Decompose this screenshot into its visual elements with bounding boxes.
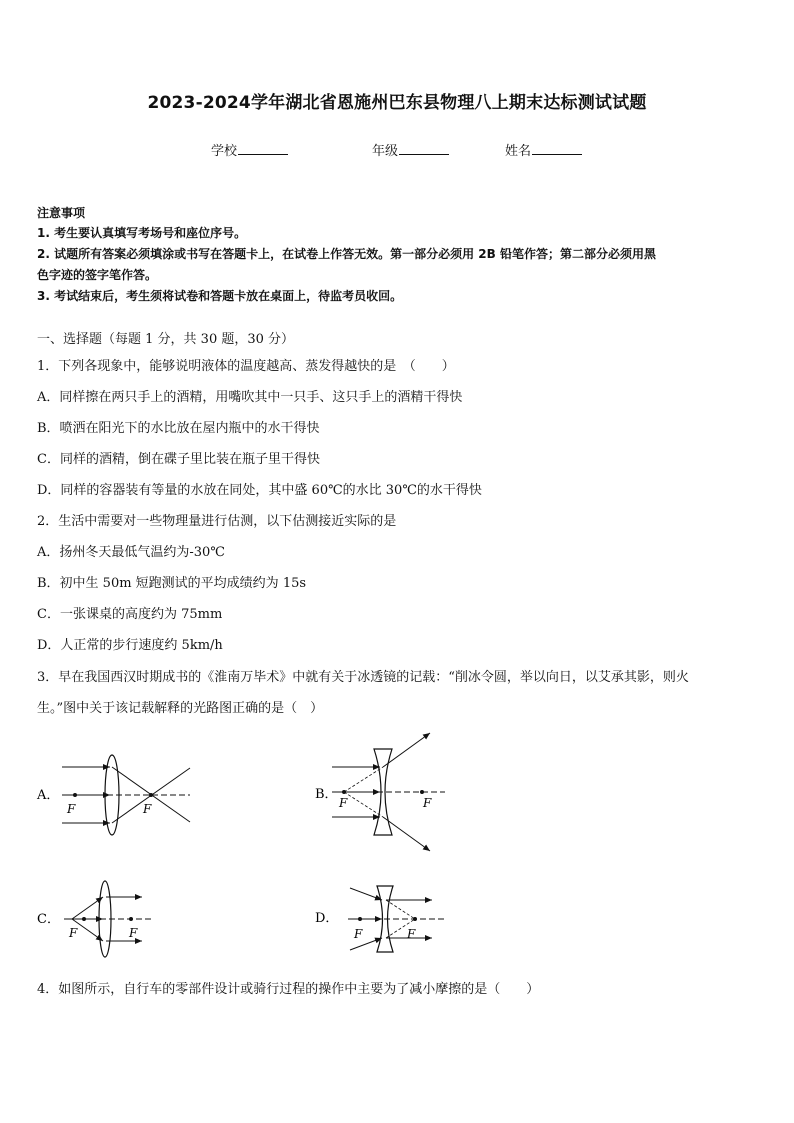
focus-label: F	[354, 927, 363, 941]
q1-option-b: B．喷洒在阳光下的水比放在屋内瓶中的水干得快	[37, 421, 320, 436]
note-item: 2. 试题所有答案必须填涂或书写在答题卡上，在试卷上作答无效。第一部分必须用 2B 铅笔作答；第二部分必须用黑	[37, 247, 656, 261]
focus-label: F	[129, 926, 138, 940]
school-blank[interactable]	[238, 142, 288, 155]
q2-option-c: C．一张课桌的高度约为 75mm	[37, 607, 223, 622]
name-blank[interactable]	[532, 142, 582, 155]
q4-stem: 4．如图所示，自行车的零部件设计或骑行过程的操作中主要为了减小摩擦的是（ ）	[37, 982, 540, 997]
focus-label: F	[67, 802, 76, 816]
option-label: B．	[315, 787, 338, 802]
name-label: 姓名	[505, 144, 532, 159]
focus-label: F	[143, 802, 152, 816]
option-label: D．	[315, 911, 339, 926]
grade-field[interactable]	[372, 140, 449, 159]
q3-stem-line1: 3．早在我国西汉时期成书的《淮南万毕术》中就有关于冰透镜的记载：“削冰令圆，举以向日，以艾承其影，则火	[37, 670, 689, 685]
school-label: 学校	[211, 144, 238, 159]
focal-point	[413, 917, 417, 921]
q3-diagram-a[interactable]	[30, 750, 210, 845]
page-title: 2023-2024学年湖北省恩施州巴东县物理八上期末达标测试试题	[147, 93, 647, 113]
q2-option-b: B．初中生 50m 短跑测试的平均成绩约为 15s	[37, 576, 307, 591]
q3-stem-line2: 生。”图中关于该记载解释的光路图正确的是（ ）	[37, 701, 324, 716]
light-ray	[383, 817, 430, 851]
focus-label: F	[407, 927, 416, 941]
focal-point	[129, 917, 133, 921]
focal-point	[73, 793, 77, 797]
note-item: 1. 考生要认真填写考场号和座位序号。	[37, 226, 247, 240]
light-ray	[72, 897, 103, 919]
grade-label: 年级	[372, 144, 399, 159]
light-ray	[350, 888, 382, 900]
focus-label: F	[423, 796, 432, 810]
focal-point	[420, 790, 424, 794]
q2-option-d: D．人正常的步行速度约 5km/h	[37, 638, 223, 653]
q1-stem: 1．下列各现象中，能够说明液体的温度越高、蒸发得越快的是 （ ）	[37, 359, 455, 374]
option-label: C．	[37, 912, 60, 927]
option-label: A．	[37, 788, 60, 803]
focal-point	[82, 917, 86, 921]
note-item: 3. 考试结束后，考生须将试卷和答题卡放在桌面上，待监考员收回。	[37, 289, 403, 303]
name-field[interactable]	[505, 140, 582, 159]
virtual-ray	[344, 792, 383, 817]
q1-option-a: A．同样擦在两只手上的酒精，用嘴吹其中一只手、这只手上的酒精干得快	[37, 390, 463, 405]
virtual-ray	[344, 767, 383, 792]
q3-diagram-c[interactable]	[30, 875, 170, 965]
virtual-ray	[386, 900, 415, 919]
q3-diagram-d[interactable]	[310, 878, 455, 963]
q3-diagram-b[interactable]	[310, 727, 460, 857]
school-field[interactable]	[211, 140, 288, 159]
q2-stem: 2．生活中需要对一些物理量进行估测，以下估测接近实际的是	[37, 514, 397, 529]
grade-blank[interactable]	[399, 142, 449, 155]
section-heading: 一、选择题（每题 1 分，共 30 题，30 分）	[37, 332, 295, 347]
focus-label: F	[339, 796, 348, 810]
light-ray	[383, 733, 430, 767]
focal-point	[149, 793, 153, 797]
focal-point	[358, 917, 362, 921]
notes-heading: 注意事项	[37, 206, 86, 220]
note-item: 色字迹的签字笔作答。	[37, 268, 158, 282]
q1-option-c: C．同样的酒精，倒在碟子里比装在瓶子里干得快	[37, 452, 320, 467]
focal-point	[342, 790, 346, 794]
q2-option-a: A．扬州冬天最低气温约为-30℃	[37, 545, 225, 560]
q1-option-d: D．同样的容器装有等量的水放在同处，其中盛 60℃的水比 30℃的水干得快	[37, 483, 482, 498]
focus-label: F	[69, 926, 78, 940]
